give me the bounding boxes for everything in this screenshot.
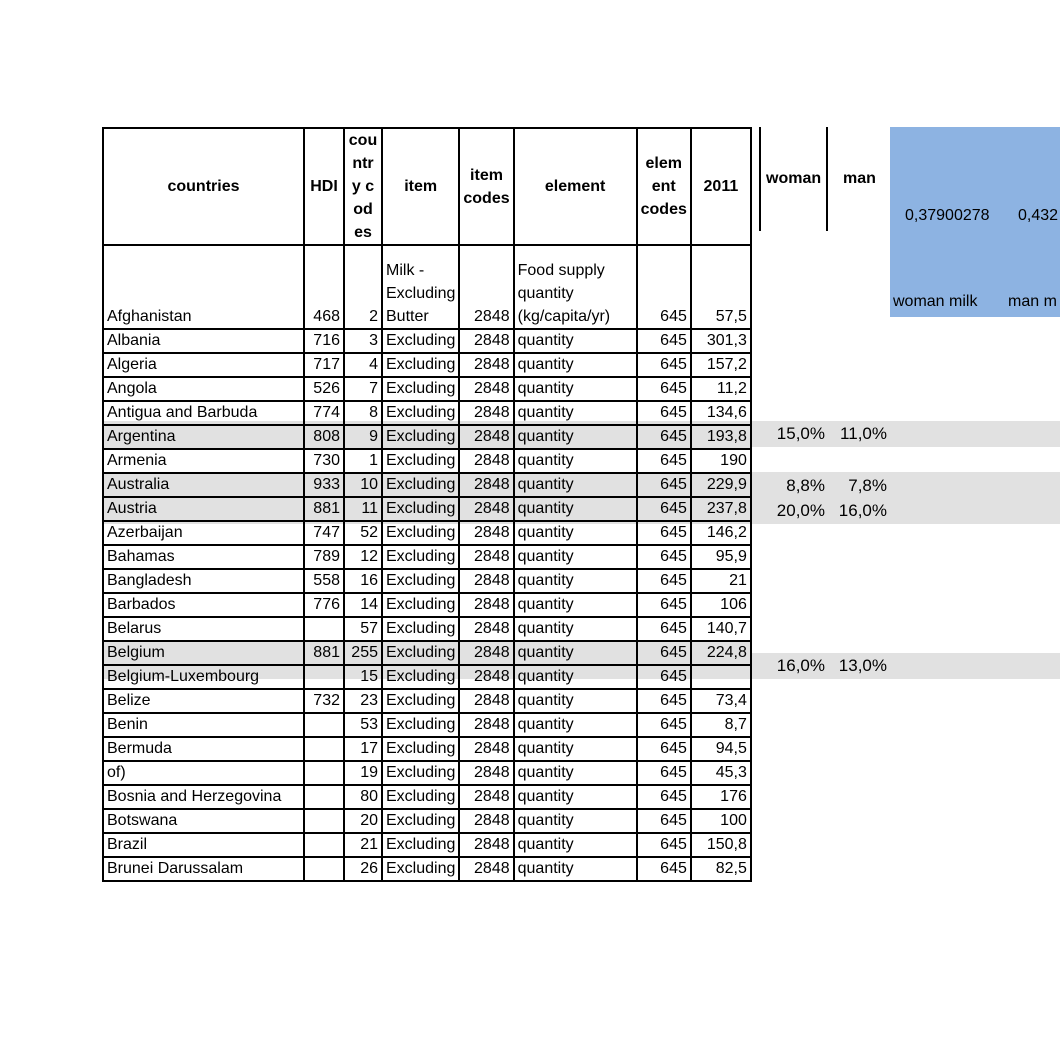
cell-value-2011[interactable]: 73,4 (691, 689, 751, 713)
cell-code[interactable]: 53 (344, 713, 382, 737)
cell-country[interactable]: Austria (103, 497, 304, 521)
cell-element-code[interactable]: 645 (637, 569, 691, 593)
col-header-countries[interactable]: countries (103, 128, 304, 245)
cell-item[interactable]: Excluding (382, 497, 459, 521)
cell-value-2011[interactable]: 8,7 (691, 713, 751, 737)
cell-code[interactable]: 2 (344, 245, 382, 329)
cell-element-code[interactable]: 645 (637, 521, 691, 545)
table-row (103, 497, 751, 521)
cell-value-2011[interactable]: 150,8 (691, 833, 751, 857)
cell-value-2011[interactable]: 176 (691, 785, 751, 809)
cell-item-code[interactable]: 2848 (459, 713, 513, 737)
cell-element[interactable]: quantity (514, 401, 637, 425)
cell-code[interactable]: 17 (344, 737, 382, 761)
cell-code[interactable]: 26 (344, 857, 382, 881)
table-row (103, 665, 751, 689)
cell-item-code[interactable]: 2848 (459, 245, 513, 329)
cell-code[interactable]: 16 (344, 569, 382, 593)
cell-hdi[interactable]: 774 (304, 401, 344, 425)
cell-item-code[interactable]: 2848 (459, 593, 513, 617)
cell-value-2011[interactable]: 95,9 (691, 545, 751, 569)
woman-pct-australia[interactable]: 8,8% (786, 476, 825, 495)
table-row (103, 545, 751, 569)
cell-element[interactable]: quantity (514, 593, 637, 617)
table-row (103, 737, 751, 761)
table-row (103, 761, 751, 785)
cell-country[interactable]: Bahamas (103, 545, 304, 569)
cell-code[interactable]: 20 (344, 809, 382, 833)
cell-item[interactable]: Excluding (382, 617, 459, 641)
cell-hdi[interactable]: 732 (304, 689, 344, 713)
cell-country[interactable]: Antigua and Barbuda (103, 401, 304, 425)
cell-hdi[interactable]: 558 (304, 569, 344, 593)
cell-item[interactable]: Excluding (382, 449, 459, 473)
cell-item[interactable]: Excluding (382, 689, 459, 713)
cell-element-code[interactable]: 645 (637, 641, 691, 665)
cell-country[interactable]: Azerbaijan (103, 521, 304, 545)
cell-item-code[interactable]: 2848 (459, 449, 513, 473)
col-header-element-codes[interactable]: elem ent codes (637, 128, 691, 245)
table-row (103, 809, 751, 833)
cell-hdi[interactable]: 789 (304, 545, 344, 569)
cell-element-code[interactable]: 645 (637, 617, 691, 641)
table-row (103, 785, 751, 809)
woman-summary-value: 0,37900278 (905, 207, 990, 224)
cell-item-code[interactable]: 2848 (459, 473, 513, 497)
col-header-element[interactable]: element (514, 128, 637, 245)
cell-element[interactable]: quantity (514, 617, 637, 641)
cell-item-code[interactable]: 2848 (459, 761, 513, 785)
col-header-hdi[interactable]: HDI (304, 128, 344, 245)
cell-item-code[interactable]: 2848 (459, 617, 513, 641)
cell-value-2011[interactable]: 190 (691, 449, 751, 473)
cell-element-code[interactable]: 645 (637, 497, 691, 521)
cell-hdi[interactable]: 776 (304, 593, 344, 617)
table-row (103, 689, 751, 713)
cell-code[interactable]: 10 (344, 473, 382, 497)
cell-hdi[interactable] (304, 713, 344, 737)
cell-item[interactable]: Excluding (382, 737, 459, 761)
cell-element[interactable]: quantity (514, 329, 637, 353)
cell-item[interactable]: Excluding (382, 425, 459, 449)
cell-item-code[interactable]: 2848 (459, 785, 513, 809)
cell-item-code[interactable]: 2848 (459, 521, 513, 545)
cell-element[interactable]: quantity (514, 545, 637, 569)
cell-value-2011[interactable]: 237,8 (691, 497, 751, 521)
cell-country[interactable]: Brazil (103, 833, 304, 857)
cell-hdi[interactable]: 933 (304, 473, 344, 497)
cell-item-code[interactable]: 2848 (459, 401, 513, 425)
cell-hdi[interactable] (304, 833, 344, 857)
cell-element-code[interactable]: 645 (637, 689, 691, 713)
cell-element[interactable]: Food supply quantity (kg/capita/yr) (514, 245, 637, 329)
cell-item-code[interactable]: 2848 (459, 857, 513, 881)
table-row (103, 857, 751, 881)
divider-line (759, 127, 761, 231)
cell-item-code[interactable]: 2848 (459, 665, 513, 689)
cell-element-code[interactable]: 645 (637, 329, 691, 353)
cell-country[interactable]: Bangladesh (103, 569, 304, 593)
cell-code[interactable]: 12 (344, 545, 382, 569)
cell-item-code[interactable]: 2848 (459, 545, 513, 569)
table-row (103, 245, 751, 329)
woman-pct-austria[interactable]: 20,0% (776, 501, 825, 520)
cell-item-code[interactable]: 2848 (459, 353, 513, 377)
cell-code[interactable]: 15 (344, 665, 382, 689)
man-milk-label: man m (1008, 293, 1057, 310)
table-row (103, 401, 751, 425)
table-row (103, 833, 751, 857)
cell-country[interactable]: Armenia (103, 449, 304, 473)
cell-value-2011[interactable]: 82,5 (691, 857, 751, 881)
cell-item[interactable]: Excluding (382, 593, 459, 617)
col-header-country-codes[interactable]: cou ntry cod es (344, 128, 382, 245)
cell-element[interactable]: quantity (514, 761, 637, 785)
cell-element-code[interactable]: 645 (637, 401, 691, 425)
cell-code[interactable]: 11 (344, 497, 382, 521)
cell-item[interactable]: Excluding (382, 569, 459, 593)
cell-element[interactable]: quantity (514, 473, 637, 497)
cell-country[interactable]: Afghanistan (103, 245, 304, 329)
cell-item-code[interactable]: 2848 (459, 809, 513, 833)
table-row (103, 521, 751, 545)
cell-element-code[interactable]: 645 (637, 377, 691, 401)
cell-hdi[interactable] (304, 857, 344, 881)
cell-item[interactable]: Excluding (382, 353, 459, 377)
cell-code[interactable]: 21 (344, 833, 382, 857)
cell-hdi[interactable]: 881 (304, 641, 344, 665)
cell-hdi[interactable]: 881 (304, 497, 344, 521)
table-row (103, 377, 751, 401)
cell-country[interactable]: Botswana (103, 809, 304, 833)
cell-country[interactable]: Belize (103, 689, 304, 713)
cell-element[interactable]: quantity (514, 689, 637, 713)
cell-element-code[interactable]: 645 (637, 593, 691, 617)
cell-value-2011[interactable]: 45,3 (691, 761, 751, 785)
col-header-item[interactable]: item (382, 128, 459, 245)
cell-value-2011[interactable]: 134,6 (691, 401, 751, 425)
cell-element-code[interactable]: 645 (637, 353, 691, 377)
cell-country[interactable]: Brunei Darussalam (103, 857, 304, 881)
cell-element-code[interactable]: 645 (637, 737, 691, 761)
cell-item[interactable]: Excluding (382, 809, 459, 833)
cell-item[interactable]: Excluding (382, 401, 459, 425)
cell-code[interactable]: 3 (344, 329, 382, 353)
cell-code[interactable]: 255 (344, 641, 382, 665)
table-row (103, 617, 751, 641)
cell-element[interactable]: quantity (514, 833, 637, 857)
cell-code[interactable]: 7 (344, 377, 382, 401)
cell-item[interactable]: Excluding (382, 713, 459, 737)
cell-hdi[interactable] (304, 809, 344, 833)
cell-item[interactable]: Excluding (382, 329, 459, 353)
cell-hdi[interactable]: 730 (304, 449, 344, 473)
cell-item-code[interactable]: 2848 (459, 377, 513, 401)
woman-pct-argentina[interactable]: 15,0% (776, 424, 825, 443)
cell-item[interactable]: Excluding (382, 545, 459, 569)
cell-element[interactable]: quantity (514, 353, 637, 377)
cell-element-code[interactable]: 645 (637, 857, 691, 881)
cell-hdi[interactable]: 716 (304, 329, 344, 353)
cell-hdi[interactable] (304, 737, 344, 761)
cell-country[interactable]: Barbados (103, 593, 304, 617)
woman-pct-belgium[interactable]: 16,0% (776, 656, 825, 675)
cell-value-2011[interactable]: 100 (691, 809, 751, 833)
cell-element[interactable]: quantity (514, 569, 637, 593)
cell-code[interactable]: 23 (344, 689, 382, 713)
cell-value-2011[interactable]: 57,5 (691, 245, 751, 329)
cell-hdi[interactable] (304, 785, 344, 809)
cell-country[interactable]: Bosnia and Herzegovina (103, 785, 304, 809)
cell-value-2011[interactable]: 11,2 (691, 377, 751, 401)
cell-value-2011[interactable]: 140,7 (691, 617, 751, 641)
cell-element-code[interactable]: 645 (637, 665, 691, 689)
cell-item-code[interactable]: 2848 (459, 425, 513, 449)
cell-element[interactable]: quantity (514, 377, 637, 401)
man-pct-australia[interactable]: 7,8% (848, 476, 887, 495)
cell-country[interactable]: Bermuda (103, 737, 304, 761)
cell-code[interactable]: 8 (344, 401, 382, 425)
cell-item-code[interactable]: 2848 (459, 833, 513, 857)
cell-item[interactable]: Excluding (382, 833, 459, 857)
woman-milk-label: woman milk (893, 293, 978, 310)
cell-hdi[interactable] (304, 617, 344, 641)
table-row (103, 329, 751, 353)
cell-code[interactable]: 14 (344, 593, 382, 617)
man-pct-austria[interactable]: 16,0% (838, 501, 887, 520)
table-row (103, 353, 751, 377)
cell-value-2011[interactable]: 224,8 (691, 641, 751, 665)
cell-hdi[interactable]: 468 (304, 245, 344, 329)
cell-item-code[interactable]: 2848 (459, 569, 513, 593)
col-header-item-codes[interactable]: item codes (459, 128, 513, 245)
summary-panel (890, 127, 1060, 317)
cell-country[interactable]: Belgium-Luxembourg (103, 665, 304, 689)
cell-element[interactable]: quantity (514, 785, 637, 809)
cell-element-code[interactable]: 645 (637, 545, 691, 569)
cell-element-code[interactable]: 645 (637, 785, 691, 809)
cell-element-code[interactable]: 645 (637, 713, 691, 737)
man-pct-argentina[interactable]: 11,0% (840, 424, 887, 443)
cell-code[interactable]: 1 (344, 449, 382, 473)
cell-country[interactable]: Algeria (103, 353, 304, 377)
table-row (103, 569, 751, 593)
table-row (103, 425, 751, 449)
cell-item[interactable]: Excluding (382, 521, 459, 545)
cell-country[interactable]: Albania (103, 329, 304, 353)
col-header-man[interactable]: man (843, 170, 876, 187)
cell-code[interactable]: 57 (344, 617, 382, 641)
cell-element-code[interactable]: 645 (637, 449, 691, 473)
cell-code[interactable]: 80 (344, 785, 382, 809)
cell-item[interactable]: Excluding (382, 857, 459, 881)
cell-element-code[interactable]: 645 (637, 425, 691, 449)
cell-element[interactable]: quantity (514, 713, 637, 737)
cell-item[interactable]: Excluding (382, 761, 459, 785)
col-header-woman[interactable]: woman (766, 170, 822, 187)
cell-element[interactable]: quantity (514, 449, 637, 473)
cell-hdi[interactable]: 747 (304, 521, 344, 545)
table-row (103, 641, 751, 665)
cell-code[interactable]: 52 (344, 521, 382, 545)
cell-country[interactable]: Australia (103, 473, 304, 497)
man-summary-value: 0,432 (1018, 207, 1059, 224)
cell-item-code[interactable]: 2848 (459, 329, 513, 353)
cell-element[interactable]: quantity (514, 521, 637, 545)
table-row (103, 449, 751, 473)
cell-hdi[interactable] (304, 761, 344, 785)
cell-element[interactable]: quantity (514, 641, 637, 665)
cell-item-code[interactable]: 2848 (459, 497, 513, 521)
cell-item-code[interactable]: 2848 (459, 737, 513, 761)
cell-element[interactable]: quantity (514, 665, 637, 689)
cell-element-code[interactable]: 645 (637, 761, 691, 785)
cell-value-2011[interactable]: 21 (691, 569, 751, 593)
data-table (102, 127, 752, 882)
cell-country[interactable]: Argentina (103, 425, 304, 449)
cell-code[interactable]: 4 (344, 353, 382, 377)
col-header-2011[interactable]: 2011 (691, 128, 751, 245)
cell-element[interactable]: quantity (514, 497, 637, 521)
cell-country[interactable]: Belarus (103, 617, 304, 641)
cell-value-2011[interactable]: 229,9 (691, 473, 751, 497)
cell-item[interactable]: Excluding (382, 785, 459, 809)
cell-hdi[interactable]: 526 (304, 377, 344, 401)
cell-element[interactable]: quantity (514, 737, 637, 761)
cell-element[interactable]: quantity (514, 809, 637, 833)
cell-country[interactable]: Benin (103, 713, 304, 737)
cell-country[interactable]: of) (103, 761, 304, 785)
cell-element[interactable]: quantity (514, 425, 637, 449)
cell-item-code[interactable]: 2848 (459, 641, 513, 665)
cell-element[interactable]: quantity (514, 857, 637, 881)
cell-value-2011[interactable]: 106 (691, 593, 751, 617)
cell-item[interactable]: Excluding (382, 377, 459, 401)
cell-item[interactable]: Excluding (382, 473, 459, 497)
man-pct-belgium[interactable]: 13,0% (838, 656, 887, 675)
cell-item[interactable]: Milk - Excluding Butter (382, 245, 459, 329)
cell-value-2011[interactable]: 94,5 (691, 737, 751, 761)
cell-item-code[interactable]: 2848 (459, 689, 513, 713)
cell-code[interactable]: 19 (344, 761, 382, 785)
divider-line (826, 127, 828, 231)
cell-hdi[interactable]: 717 (304, 353, 344, 377)
cell-hdi[interactable] (304, 665, 344, 689)
cell-code[interactable]: 9 (344, 425, 382, 449)
table-row (103, 713, 751, 737)
cell-value-2011[interactable]: 146,2 (691, 521, 751, 545)
table-row (103, 473, 751, 497)
cell-value-2011[interactable]: 301,3 (691, 329, 751, 353)
cell-item[interactable]: Excluding (382, 665, 459, 689)
cell-value-2011[interactable]: 157,2 (691, 353, 751, 377)
cell-element-code[interactable]: 645 (637, 245, 691, 329)
cell-country[interactable]: Belgium (103, 641, 304, 665)
cell-element-code[interactable]: 645 (637, 809, 691, 833)
cell-item[interactable]: Excluding (382, 641, 459, 665)
cell-element-code[interactable]: 645 (637, 473, 691, 497)
cell-value-2011[interactable] (691, 665, 751, 689)
table-row (103, 593, 751, 617)
cell-value-2011[interactable]: 193,8 (691, 425, 751, 449)
cell-hdi[interactable]: 808 (304, 425, 344, 449)
header-row (103, 128, 751, 245)
cell-country[interactable]: Angola (103, 377, 304, 401)
cell-element-code[interactable]: 645 (637, 833, 691, 857)
